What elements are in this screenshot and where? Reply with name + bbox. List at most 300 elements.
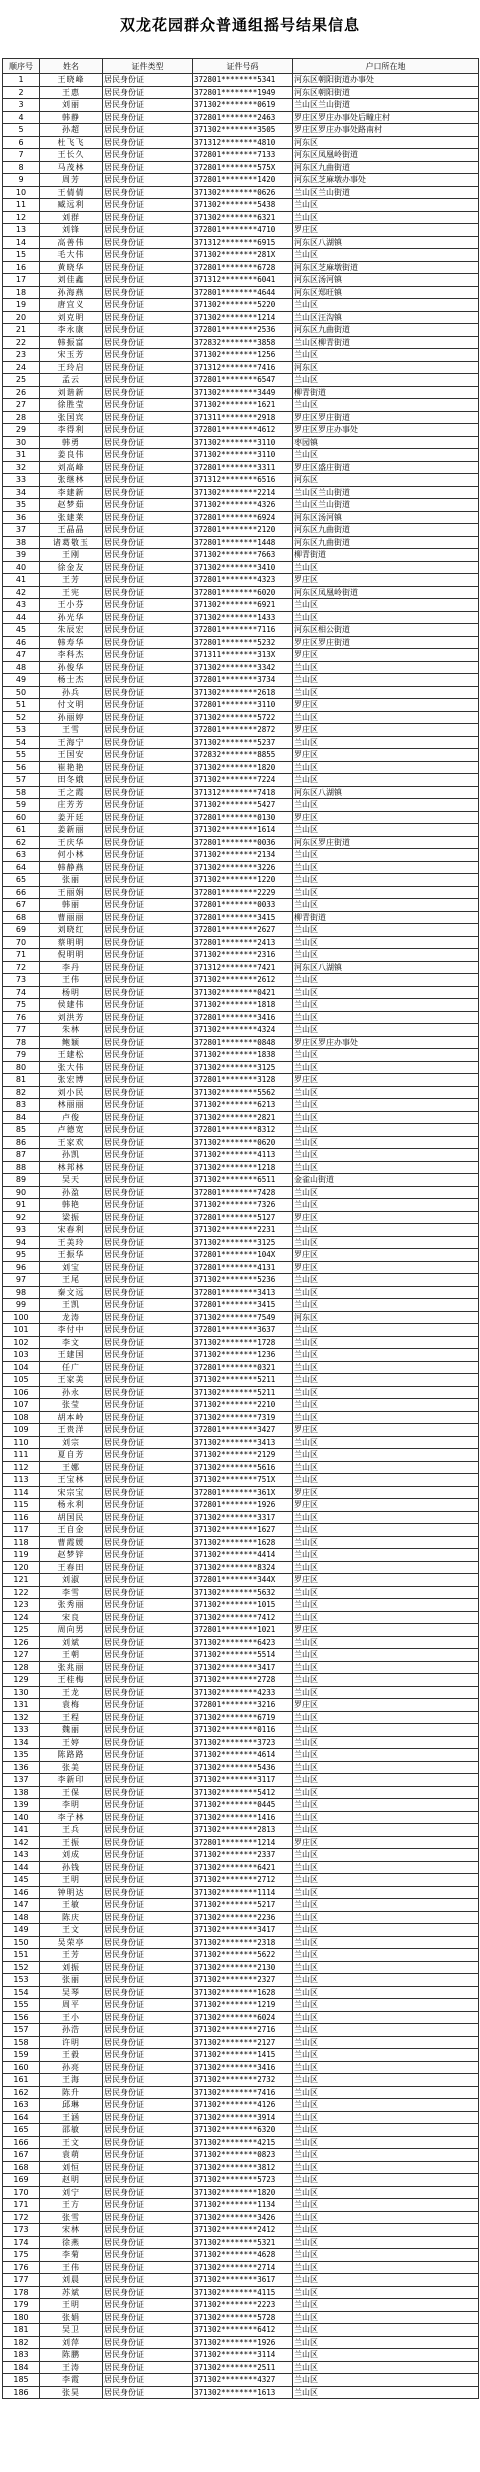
id-type-cell: 居民身份证 xyxy=(103,1749,193,1762)
hukou-cell: 兰山区 xyxy=(293,1349,479,1362)
seq-cell: 153 xyxy=(3,1974,40,1987)
seq-cell: 170 xyxy=(3,2186,40,2199)
hukou-cell: 兰山区 xyxy=(293,1461,479,1474)
id-type-cell: 居民身份证 xyxy=(103,599,193,612)
table-row xyxy=(3,436,479,449)
table-row xyxy=(3,1699,479,1712)
table-row xyxy=(3,899,479,912)
name-cell: 徐胜莹 xyxy=(40,399,103,412)
id-type-cell: 居民身份证 xyxy=(103,349,193,362)
id-type-cell: 居民身份证 xyxy=(103,2024,193,2037)
id-number-cell: 372801********7133 xyxy=(193,149,293,162)
id-type-cell: 居民身份证 xyxy=(103,1724,193,1737)
table-row xyxy=(3,199,479,212)
id-type-cell: 居民身份证 xyxy=(103,911,193,924)
name-cell: 韩勇 xyxy=(40,436,103,449)
seq-cell: 57 xyxy=(3,774,40,787)
table-row xyxy=(3,649,479,662)
hukou-cell: 兰山区 xyxy=(293,1986,479,1999)
seq-cell: 62 xyxy=(3,836,40,849)
id-type-cell: 居民身份证 xyxy=(103,2286,193,2299)
id-type-cell: 居民身份证 xyxy=(103,1811,193,1824)
hukou-cell: 兰山区 xyxy=(293,2261,479,2274)
id-type-cell: 居民身份证 xyxy=(103,1211,193,1224)
hukou-cell: 兰山区 xyxy=(293,1149,479,1162)
id-number-cell: 371302********2716 xyxy=(193,2024,293,2037)
seq-cell: 87 xyxy=(3,1149,40,1162)
seq-cell: 136 xyxy=(3,1761,40,1774)
id-type-cell: 居民身份证 xyxy=(103,1699,193,1712)
name-cell: 刘佳鑫 xyxy=(40,274,103,287)
table-row xyxy=(3,924,479,937)
name-cell: 王伟 xyxy=(40,2261,103,2274)
id-type-cell: 居民身份证 xyxy=(103,1374,193,1387)
name-cell: 李得利 xyxy=(40,424,103,437)
name-cell: 张继林 xyxy=(40,474,103,487)
name-cell: 吴天 xyxy=(40,1174,103,1187)
name-cell: 邵敏 xyxy=(40,2124,103,2137)
table-header-row xyxy=(3,59,479,74)
hukou-cell: 兰山区 xyxy=(293,2186,479,2199)
id-type-cell: 居民身份证 xyxy=(103,1774,193,1787)
table-row xyxy=(3,1274,479,1287)
page-title: 双龙花园群众普通组摇号结果信息 xyxy=(119,16,360,34)
table-row xyxy=(3,736,479,749)
name-cell: 赵梦锌 xyxy=(40,1549,103,1562)
id-number-cell: 371302********1218 xyxy=(193,1161,293,1174)
id-type-cell: 居民身份证 xyxy=(103,1336,193,1349)
table-row xyxy=(3,2211,479,2224)
id-number-cell: 372801********5341 xyxy=(193,74,293,87)
seq-cell: 98 xyxy=(3,1286,40,1299)
hukou-cell: 兰山区 xyxy=(293,2224,479,2237)
name-cell: 孙光华 xyxy=(40,611,103,624)
table-row xyxy=(3,1011,479,1024)
name-cell: 杨明 xyxy=(40,986,103,999)
name-cell: 张国宾 xyxy=(40,411,103,424)
id-number-cell: 372801********3110 xyxy=(193,699,293,712)
seq-cell: 39 xyxy=(3,549,40,562)
id-type-cell: 居民身份证 xyxy=(103,799,193,812)
hukou-cell: 兰山区 xyxy=(293,1911,479,1924)
id-number-cell: 371311********2918 xyxy=(193,411,293,424)
table-row xyxy=(3,1161,479,1174)
seq-cell: 69 xyxy=(3,924,40,937)
id-type-cell: 居民身份证 xyxy=(103,1849,193,1862)
name-cell: 孙盈 xyxy=(40,1186,103,1199)
id-number-cell: 371302********1433 xyxy=(193,611,293,624)
hukou-cell: 兰山区 xyxy=(293,1374,479,1387)
seq-cell: 67 xyxy=(3,899,40,912)
seq-cell: 110 xyxy=(3,1436,40,1449)
name-cell: 王晓峰 xyxy=(40,74,103,87)
name-cell: 刘谐新 xyxy=(40,386,103,399)
hukou-cell: 兰山区 xyxy=(293,349,479,362)
hukou-cell: 兰山区 xyxy=(293,2111,479,2124)
id-number-cell: 371302********6213 xyxy=(193,1099,293,1112)
name-cell: 陈鹏 xyxy=(40,2349,103,2362)
hukou-cell: 兰山区 xyxy=(293,211,479,224)
seq-cell: 65 xyxy=(3,874,40,887)
name-cell: 王刚 xyxy=(40,549,103,562)
id-type-cell: 居民身份证 xyxy=(103,2199,193,2212)
table-row xyxy=(3,2361,479,2374)
seq-cell: 114 xyxy=(3,1486,40,1499)
id-number-cell: 371302********3723 xyxy=(193,1736,293,1749)
seq-cell: 50 xyxy=(3,686,40,699)
hukou-cell: 兰山区 xyxy=(293,1736,479,1749)
table-row xyxy=(3,1936,479,1949)
table-row xyxy=(3,324,479,337)
id-number-cell: 371302********5723 xyxy=(193,2174,293,2187)
id-number-cell: 371302********3812 xyxy=(193,2161,293,2174)
name-cell: 刘萍 xyxy=(40,2336,103,2349)
hukou-cell: 兰山区 xyxy=(293,2274,479,2287)
seq-cell: 60 xyxy=(3,811,40,824)
id-number-cell: 371302********1219 xyxy=(193,1999,293,2012)
name-cell: 王庆华 xyxy=(40,836,103,849)
seq-cell: 129 xyxy=(3,1674,40,1687)
id-type-cell: 居民身份证 xyxy=(103,2161,193,2174)
hukou-cell: 兰山区 xyxy=(293,1811,479,1824)
name-cell: 韩振富 xyxy=(40,336,103,349)
id-number-cell: 371302********3125 xyxy=(193,1236,293,1249)
seq-cell: 137 xyxy=(3,1774,40,1787)
table-row xyxy=(3,2274,479,2287)
name-cell: 姜开廷 xyxy=(40,811,103,824)
name-cell: 李科杰 xyxy=(40,649,103,662)
seq-cell: 104 xyxy=(3,1361,40,1374)
table-row xyxy=(3,2374,479,2387)
id-number-cell: 371302********4628 xyxy=(193,2249,293,2262)
hukou-cell: 河东区芝麻墩街道 xyxy=(293,261,479,274)
seq-cell: 144 xyxy=(3,1861,40,1874)
name-cell: 孙亮 xyxy=(40,2061,103,2074)
id-number-cell: 372801********4710 xyxy=(193,224,293,237)
seq-cell: 86 xyxy=(3,1136,40,1149)
table-row xyxy=(3,1436,479,1449)
id-type-cell: 居民身份证 xyxy=(103,1261,193,1274)
id-number-cell: 372801********0036 xyxy=(193,836,293,849)
hukou-cell: 兰山区 xyxy=(293,1749,479,1762)
table-row xyxy=(3,1836,479,1849)
id-number-cell: 372832********8855 xyxy=(193,749,293,762)
hukou-cell: 兰山区 xyxy=(293,1724,479,1737)
seq-cell: 171 xyxy=(3,2199,40,2212)
hukou-cell: 罗庄区罗庄办事处 xyxy=(293,424,479,437)
id-type-cell: 居民身份证 xyxy=(103,1436,193,1449)
id-number-cell: 371302********5622 xyxy=(193,1949,293,1962)
table-row xyxy=(3,1361,479,1374)
id-type-cell: 居民身份证 xyxy=(103,1149,193,1162)
id-number-cell: 371302********6511 xyxy=(193,1174,293,1187)
seq-cell: 9 xyxy=(3,174,40,187)
id-type-cell: 居民身份证 xyxy=(103,2149,193,2162)
name-cell: 魏丽 xyxy=(40,1724,103,1737)
hukou-cell: 罗庄区 xyxy=(293,1261,479,1274)
table-row xyxy=(3,711,479,724)
id-type-cell: 居民身份证 xyxy=(103,1174,193,1187)
seq-cell: 145 xyxy=(3,1874,40,1887)
table-row xyxy=(3,2149,479,2162)
name-cell: 王明 xyxy=(40,1874,103,1887)
id-type-cell: 居民身份证 xyxy=(103,149,193,162)
id-type-cell: 居民身份证 xyxy=(103,474,193,487)
hukou-cell: 兰山区兰山街道 xyxy=(293,99,479,112)
table-row xyxy=(3,1224,479,1237)
id-number-cell: 371312********7421 xyxy=(193,961,293,974)
hukou-cell: 兰山区 xyxy=(293,1711,479,1724)
hukou-cell: 兰山区 xyxy=(293,1824,479,1837)
id-number-cell: 371302********5514 xyxy=(193,1649,293,1662)
table-row xyxy=(3,1186,479,1199)
name-cell: 宋玉芳 xyxy=(40,349,103,362)
id-number-cell: 372801********3311 xyxy=(193,461,293,474)
name-cell: 孙海燕 xyxy=(40,286,103,299)
id-number-cell: 371312********6516 xyxy=(193,474,293,487)
id-type-cell: 居民身份证 xyxy=(103,586,193,599)
seq-cell: 78 xyxy=(3,1036,40,1049)
id-number-cell: 371302********1134 xyxy=(193,2199,293,2212)
name-cell: 林邦林 xyxy=(40,1161,103,1174)
id-type-cell: 居民身份证 xyxy=(103,861,193,874)
hukou-cell: 兰山区 xyxy=(293,1136,479,1149)
name-cell: 刘恒 xyxy=(40,2161,103,2174)
hukou-cell: 兰山区 xyxy=(293,2099,479,2112)
id-number-cell: 371302********0116 xyxy=(193,1724,293,1737)
id-number-cell: 372801********1926 xyxy=(193,1499,293,1512)
name-cell: 刘群 xyxy=(40,211,103,224)
seq-cell: 1 xyxy=(3,74,40,87)
name-cell: 袁萌 xyxy=(40,2149,103,2162)
id-type-cell: 居民身份证 xyxy=(103,1711,193,1724)
name-cell: 赵明 xyxy=(40,2174,103,2187)
name-cell: 王龙 xyxy=(40,1686,103,1699)
hukou-cell: 兰山区 xyxy=(293,1024,479,1037)
id-number-cell: 372801********6547 xyxy=(193,374,293,387)
id-type-cell: 居民身份证 xyxy=(103,2236,193,2249)
seq-cell: 166 xyxy=(3,2136,40,2149)
seq-cell: 164 xyxy=(3,2111,40,2124)
seq-cell: 15 xyxy=(3,249,40,262)
id-type-cell: 居民身份证 xyxy=(103,674,193,687)
id-number-cell: 371302********5616 xyxy=(193,1461,293,1474)
hukou-cell: 兰山区 xyxy=(293,1861,479,1874)
hukou-cell: 河东区朝阳街道办事处 xyxy=(293,74,479,87)
seq-cell: 142 xyxy=(3,1836,40,1849)
seq-cell: 96 xyxy=(3,1261,40,1274)
name-cell: 刘晓红 xyxy=(40,924,103,937)
seq-cell: 27 xyxy=(3,399,40,412)
hukou-cell: 罗庄区 xyxy=(293,749,479,762)
id-type-cell: 居民身份证 xyxy=(103,2174,193,2187)
id-number-cell: 371302********3417 xyxy=(193,1661,293,1674)
seq-cell: 115 xyxy=(3,1499,40,1512)
id-type-cell: 居民身份证 xyxy=(103,1074,193,1087)
seq-cell: 21 xyxy=(3,324,40,337)
table-row xyxy=(3,1424,479,1437)
table-row xyxy=(3,861,479,874)
id-number-cell: 372801********5232 xyxy=(193,636,293,649)
table-row xyxy=(3,699,479,712)
hukou-cell: 兰山区 xyxy=(293,2061,479,2074)
seq-cell: 108 xyxy=(3,1411,40,1424)
id-number-cell: 371302********2327 xyxy=(193,1974,293,1987)
hukou-cell: 罗庄区 xyxy=(293,1424,479,1437)
id-type-cell: 居民身份证 xyxy=(103,2361,193,2374)
name-cell: 诸葛敬玉 xyxy=(40,536,103,549)
id-number-cell: 371302********0445 xyxy=(193,1799,293,1812)
name-cell: 孙浩 xyxy=(40,2024,103,2037)
table-row xyxy=(3,2174,479,2187)
name-cell: 刘成 xyxy=(40,1849,103,1862)
hukou-cell: 兰山区 xyxy=(293,2011,479,2024)
id-type-cell: 居民身份证 xyxy=(103,2274,193,2287)
hukou-cell: 兰山区 xyxy=(293,1686,479,1699)
name-cell: 张宏博 xyxy=(40,1074,103,1087)
id-type-cell: 居民身份证 xyxy=(103,411,193,424)
id-type-cell: 居民身份证 xyxy=(103,1449,193,1462)
seq-cell: 101 xyxy=(3,1324,40,1337)
header-name: 姓名 xyxy=(40,59,103,74)
id-type-cell: 居民身份证 xyxy=(103,886,193,899)
seq-cell: 141 xyxy=(3,1824,40,1837)
seq-cell: 177 xyxy=(3,2274,40,2287)
hukou-cell: 兰山区 xyxy=(293,2324,479,2337)
name-cell: 王文 xyxy=(40,2136,103,2149)
id-type-cell: 居民身份证 xyxy=(103,1586,193,1599)
hukou-cell: 兰山区 xyxy=(293,1524,479,1537)
name-cell: 田冬娥 xyxy=(40,774,103,787)
hukou-cell: 河东区汤河镇 xyxy=(293,511,479,524)
id-number-cell: 371312********4810 xyxy=(193,136,293,149)
id-number-cell: 371312********6041 xyxy=(193,274,293,287)
hukou-cell: 河东区 xyxy=(293,474,479,487)
name-cell: 孙兵 xyxy=(40,686,103,699)
id-type-cell: 居民身份证 xyxy=(103,1299,193,1312)
name-cell: 李丹 xyxy=(40,961,103,974)
seq-cell: 71 xyxy=(3,949,40,962)
table-row xyxy=(3,286,479,299)
id-type-cell: 居民身份证 xyxy=(103,1399,193,1412)
id-type-cell: 居民身份证 xyxy=(103,2099,193,2112)
hukou-cell: 兰山区 xyxy=(293,974,479,987)
id-type-cell: 居民身份证 xyxy=(103,336,193,349)
id-type-cell: 居民身份证 xyxy=(103,1386,193,1399)
hukou-cell: 柳青街道 xyxy=(293,386,479,399)
id-type-cell: 居民身份证 xyxy=(103,536,193,549)
id-type-cell: 居民身份证 xyxy=(103,1224,193,1237)
seq-cell: 49 xyxy=(3,674,40,687)
name-cell: 王方 xyxy=(40,2199,103,2212)
id-number-cell: 371302********4327 xyxy=(193,2374,293,2387)
seq-cell: 16 xyxy=(3,261,40,274)
name-cell: 邱琳 xyxy=(40,2099,103,2112)
id-number-cell: 372801********6728 xyxy=(193,261,293,274)
id-type-cell: 居民身份证 xyxy=(103,711,193,724)
id-type-cell: 居民身份证 xyxy=(103,2249,193,2262)
id-type-cell: 居民身份证 xyxy=(103,299,193,312)
seq-cell: 58 xyxy=(3,786,40,799)
seq-cell: 93 xyxy=(3,1224,40,1237)
name-cell: 王涵 xyxy=(40,2111,103,2124)
id-number-cell: 371302********281X xyxy=(193,249,293,262)
seq-cell: 31 xyxy=(3,449,40,462)
hukou-cell: 河东区九曲街道 xyxy=(293,324,479,337)
name-cell: 刘斌 xyxy=(40,1636,103,1649)
name-cell: 韩静 xyxy=(40,111,103,124)
table-row xyxy=(3,136,479,149)
name-cell: 卢俊 xyxy=(40,1111,103,1124)
hukou-cell: 兰山区 xyxy=(293,1411,479,1424)
seq-cell: 123 xyxy=(3,1599,40,1612)
table-row xyxy=(3,1649,479,1662)
table-row xyxy=(3,1374,479,1387)
id-number-cell: 372801********1021 xyxy=(193,1624,293,1637)
hukou-cell: 河东区八湖镇 xyxy=(293,236,479,249)
table-row xyxy=(3,411,479,424)
seq-cell: 45 xyxy=(3,624,40,637)
name-cell: 赵梦茹 xyxy=(40,499,103,512)
id-type-cell: 居民身份证 xyxy=(103,1536,193,1549)
id-type-cell: 居民身份证 xyxy=(103,1836,193,1849)
id-number-cell: 371302********3417 xyxy=(193,1924,293,1937)
table-body xyxy=(3,74,479,2399)
id-type-cell: 居民身份证 xyxy=(103,636,193,649)
table-row xyxy=(3,2011,479,2024)
hukou-cell: 兰山区 xyxy=(293,199,479,212)
seq-cell: 80 xyxy=(3,1061,40,1074)
table-row xyxy=(3,2186,479,2199)
table-row xyxy=(3,974,479,987)
id-type-cell: 居民身份证 xyxy=(103,661,193,674)
id-number-cell: 371302********5722 xyxy=(193,711,293,724)
name-cell: 王贵洋 xyxy=(40,1424,103,1437)
hukou-cell: 兰山区 xyxy=(293,799,479,812)
seq-cell: 41 xyxy=(3,574,40,587)
id-number-cell: 371302********0823 xyxy=(193,2149,293,2162)
id-type-cell: 居民身份证 xyxy=(103,1099,193,1112)
id-type-cell: 居民身份证 xyxy=(103,1061,193,1074)
seq-cell: 107 xyxy=(3,1399,40,1412)
table-row xyxy=(3,661,479,674)
id-number-cell: 371302********5236 xyxy=(193,1274,293,1287)
name-cell: 王文 xyxy=(40,1924,103,1937)
id-type-cell: 居民身份证 xyxy=(103,74,193,87)
table-row xyxy=(3,261,479,274)
table-row xyxy=(3,761,479,774)
id-number-cell: 371302********1820 xyxy=(193,761,293,774)
seq-cell: 151 xyxy=(3,1949,40,1962)
hukou-cell: 兰山区 xyxy=(293,2161,479,2174)
name-cell: 卢德宽 xyxy=(40,1124,103,1137)
id-number-cell: 371302********3410 xyxy=(193,561,293,574)
table-row xyxy=(3,511,479,524)
table-row xyxy=(3,111,479,124)
seq-cell: 40 xyxy=(3,561,40,574)
seq-cell: 113 xyxy=(3,1474,40,1487)
name-cell: 臧远利 xyxy=(40,199,103,212)
id-type-cell: 居民身份证 xyxy=(103,761,193,774)
id-number-cell: 371302********2612 xyxy=(193,974,293,987)
hukou-cell: 罗庄区 xyxy=(293,1074,479,1087)
name-cell: 周向男 xyxy=(40,1624,103,1637)
hukou-cell: 兰山区 xyxy=(293,2311,479,2324)
table-row xyxy=(3,149,479,162)
name-cell: 龙涛 xyxy=(40,1311,103,1324)
id-type-cell: 居民身份证 xyxy=(103,1599,193,1612)
hukou-cell: 罗庄区 xyxy=(293,1836,479,1849)
